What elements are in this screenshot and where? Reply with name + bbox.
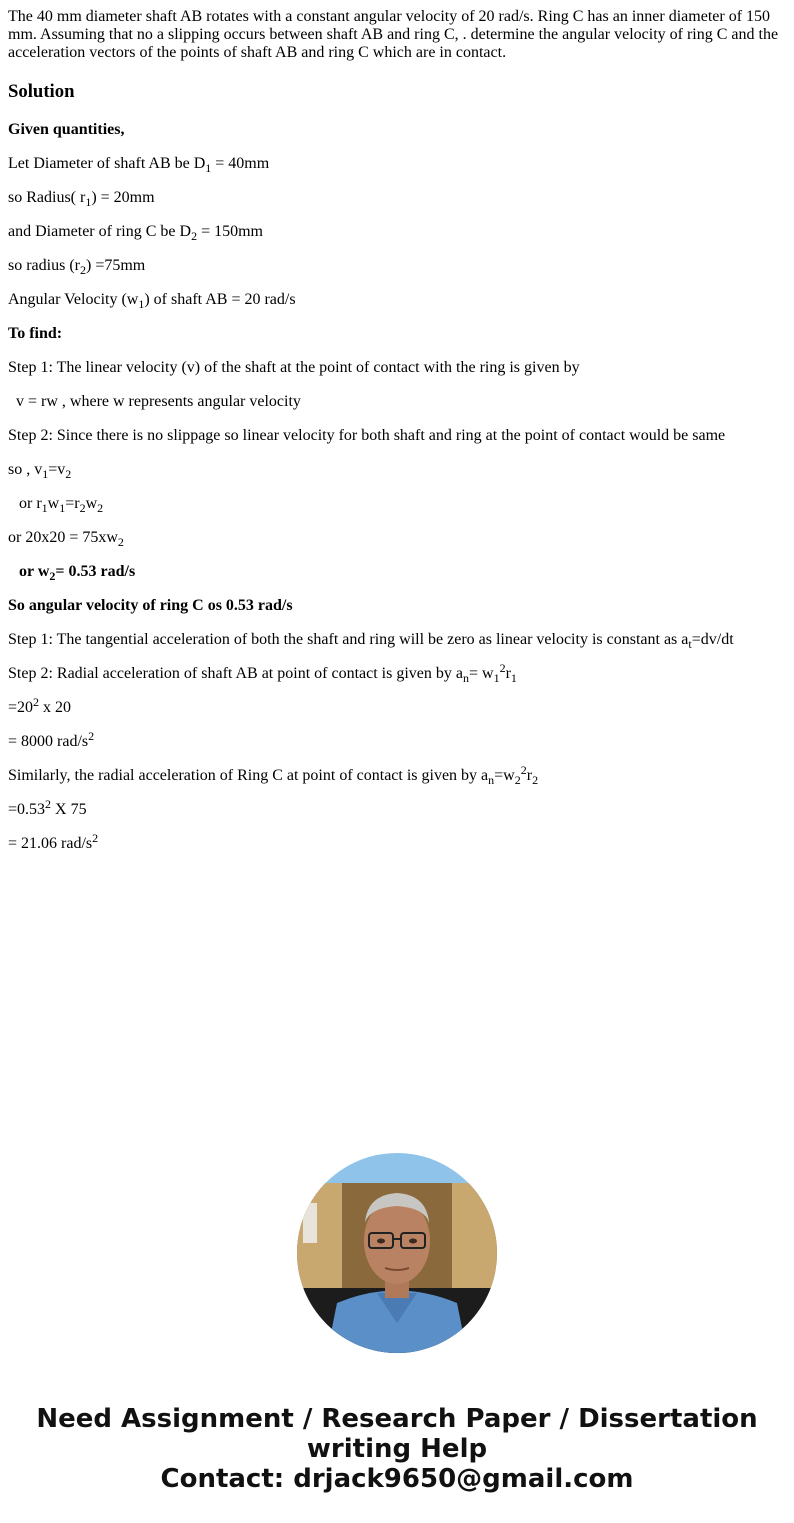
given-d1: Let Diameter of shaft AB be $D_1 = 40mm$ [8,155,270,175]
banner-line-1: Need Assignment / Research Paper / Dissertation [36,1404,758,1434]
solution-heading: Solution [8,81,75,102]
accel-calc-1: $=20^2$ x 20 [8,695,72,716]
question-text: The 40 mm diameter shaft AB rotates with a constant angular velocity of 20 rad/s. Ring C has an inner diameter of 150 mm. Assuming that no a slipping occurs between shaft AB and ring C, . determine the angular velocity of ring C and the acceleration vectors of the points of shaft AB and ring C which are in contact. [8,8,779,61]
equation-w2-result: or $w_2= 0.53$ rad/s [19,563,136,583]
equation-numeric: or $20x20 = 75xw_2$ [8,529,124,549]
contact-email: Contact: drjack9650@gmail.com [160,1464,634,1494]
equation-r-w: or $r_1w_1=r_2w_2$ [19,495,104,515]
accel-calc-4: = 21.06 rad/$s^2$ [8,831,99,852]
avatar [297,1153,497,1353]
velocity-step-2: Step 2: Since there is no slippage so linear velocity for both shaft and ring at the point of contact would be same [8,427,726,444]
equation-v1-v2: so , $v_1=v_2$ [8,461,72,481]
accel-calc-3: $=0.53^2$ X 75 [8,797,87,818]
velocity-step-1: Step 1: The linear velocity (v) of the shaft at the point of contact with the ring is given by [8,359,580,376]
tofind-heading: To find: [8,325,63,342]
banner-line-2: writing Help [306,1434,488,1464]
given-heading: Given quantities, [8,121,125,138]
contact-banner [0,1404,794,1494]
angular-velocity-conclusion: So angular velocity of ring C os 0.53 rad/s [8,597,293,614]
person-portrait-image [297,1153,497,1353]
accel-step-1: Step 1: The tangential acceleration of both the shaft and ring will be zero as linear velocity is constant as $a_t=dv/dt$ [8,631,734,651]
given-d2: and Diameter of ring C be $D_2 = 150mm$ [8,223,263,243]
accel-step-2: Step 2: Radial acceleration of shaft AB at point of contact is given by $a_n= w_1^2r_1$ [8,661,517,685]
accel-calc-2: = 8000 rad/$s^2$ [8,729,95,750]
accel-similar: Similarly, the radial acceleration of Ring C at point of contact is given by $a_n=w_2^2r_2$ [8,763,539,787]
velocity-formula: v = rw , where w represents angular velocity [16,393,301,410]
given-r2: so radius $(r_2) =75mm$ [8,257,146,277]
given-r1: so Radius( $r_1) = 20mm$ [8,189,155,209]
given-w1: Angular Velocity $(w_1)$ of shaft AB = 20 rad/s [8,291,296,311]
